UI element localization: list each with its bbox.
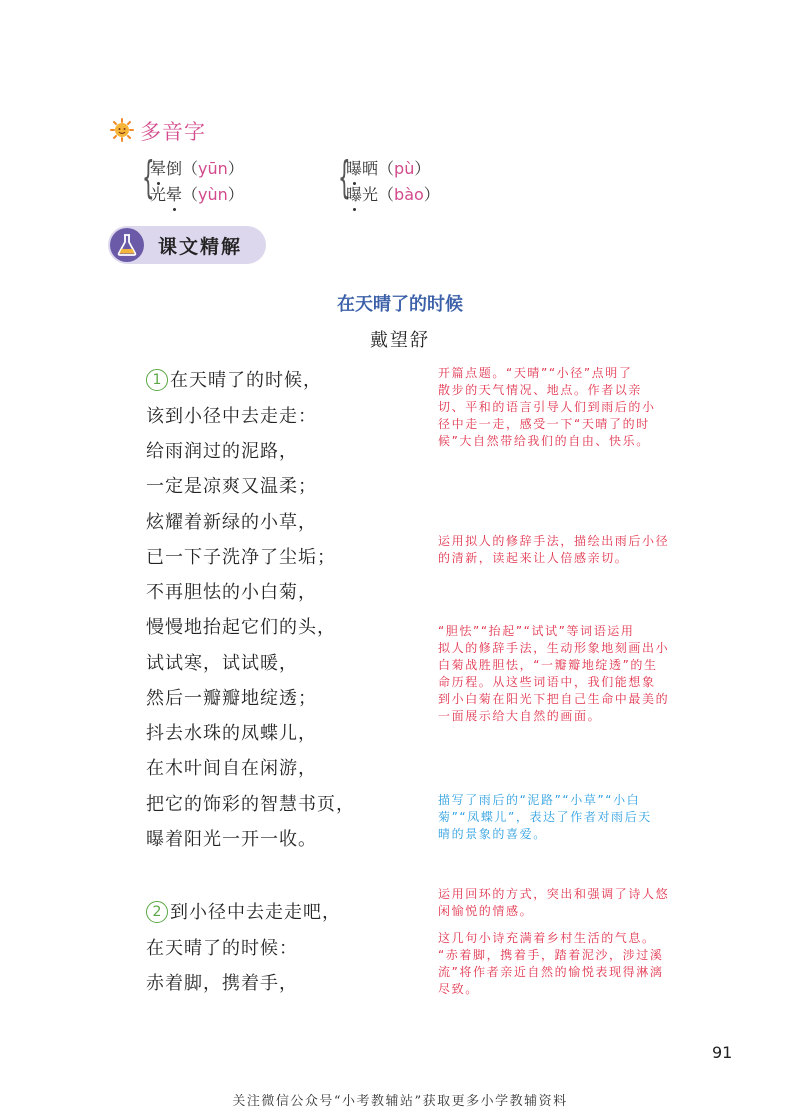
poem-line: 炫耀着新绿的小草， <box>146 512 317 533</box>
section-title-polyphonic: 多音字 <box>140 120 206 144</box>
poem-line: 曝着阳光一开一收。 <box>146 829 317 850</box>
annotation-note: 描写了雨后的“泥路”“小草”“小白 菊”“凤蝶儿”，表达了作者对雨后天 晴的景象的喜爱。 <box>438 793 652 841</box>
brace-icon: { <box>338 152 351 203</box>
annotation-note: 运用回环的方式，突出和强调了诗人悠 闲愉悦的情感。 <box>438 887 670 918</box>
flask-icon <box>116 233 138 257</box>
poem-line: 慢慢地抬起它们的头， <box>146 617 336 638</box>
annotation-note: 这几句小诗充满着乡村生活的气息。 “赤着脚，携着手，踏着泥沙，涉过溪 流”将作者亲近自然的愉悦表现得淋漓 尽致。 <box>438 931 664 996</box>
poem-author: 戴望舒 <box>370 330 430 351</box>
stanza-number-badge: 2 <box>146 901 168 923</box>
polyphonic-item: 光晕（yùn） <box>150 185 244 204</box>
annotation-note: 开篇点题。“天晴”“小径”点明了 散步的天气情况、地点。作者以亲 切、平和的语言引导人们到雨后的小 径中走一走，感受一下“天晴了的时 候”大自然带给我们的自由、快乐。 <box>438 366 656 448</box>
footer-note: 关注微信公众号“小考教辅站”获取更多小学教辅资料 <box>232 1094 568 1109</box>
annotation-note: “胆怯”“抬起”“试试”等词语运用 拟人的修辞手法，生动形象地刻画出小 白菊战胜胆怯，“一瓣瓣地绽透”的生 命历程。从这些词语中，我们能想象 到小白菊在阳光下把自己生命中最美的 一面展示给大自然的画面。 <box>438 624 670 723</box>
polyphonic-item: 曝光（bào） <box>346 185 440 204</box>
poem-line: 给雨润过的泥路， <box>146 441 298 462</box>
poem-line: 赤着脚，携着手， <box>146 973 298 994</box>
poem-line: 在天晴了的时候： <box>146 938 298 959</box>
poem-line: 不再胆怯的小白菊， <box>146 582 317 603</box>
section-banner-label: 课文精解 <box>158 236 243 258</box>
poem-line: 然后一瓣瓣地绽透； <box>146 688 317 709</box>
brace-icon: { <box>142 152 155 203</box>
poem-line: 一定是凉爽又温柔； <box>146 476 317 497</box>
poem-line: 在木叶间自在闲游， <box>146 758 317 779</box>
polyphonic-item: 晕倒（yūn） <box>150 159 244 178</box>
poem-line: 1 在天晴了的时候， <box>146 366 322 392</box>
poem-title: 在天晴了的时候 <box>337 294 463 315</box>
page-number: 91 <box>712 1043 733 1062</box>
stanza-number-badge: 1 <box>146 369 168 391</box>
polyphonic-item: 曝晒（pù） <box>346 159 431 178</box>
poem-line: 该到小径中去走走： <box>146 406 317 427</box>
sun-icon <box>110 118 134 142</box>
poem-line: 把它的饰彩的智慧书页， <box>146 794 355 815</box>
annotation-note: 运用拟人的修辞手法，描绘出雨后小径 的清新，读起来让人倍感亲切。 <box>438 534 670 565</box>
poem-line: 已一下子洗净了尘垢； <box>146 547 336 568</box>
poem-line: 2 到小径中去走走吧， <box>146 898 341 924</box>
poem-line: 试试寒，试试暖， <box>146 653 298 674</box>
poem-line: 抖去水珠的凤蝶儿， <box>146 723 317 744</box>
